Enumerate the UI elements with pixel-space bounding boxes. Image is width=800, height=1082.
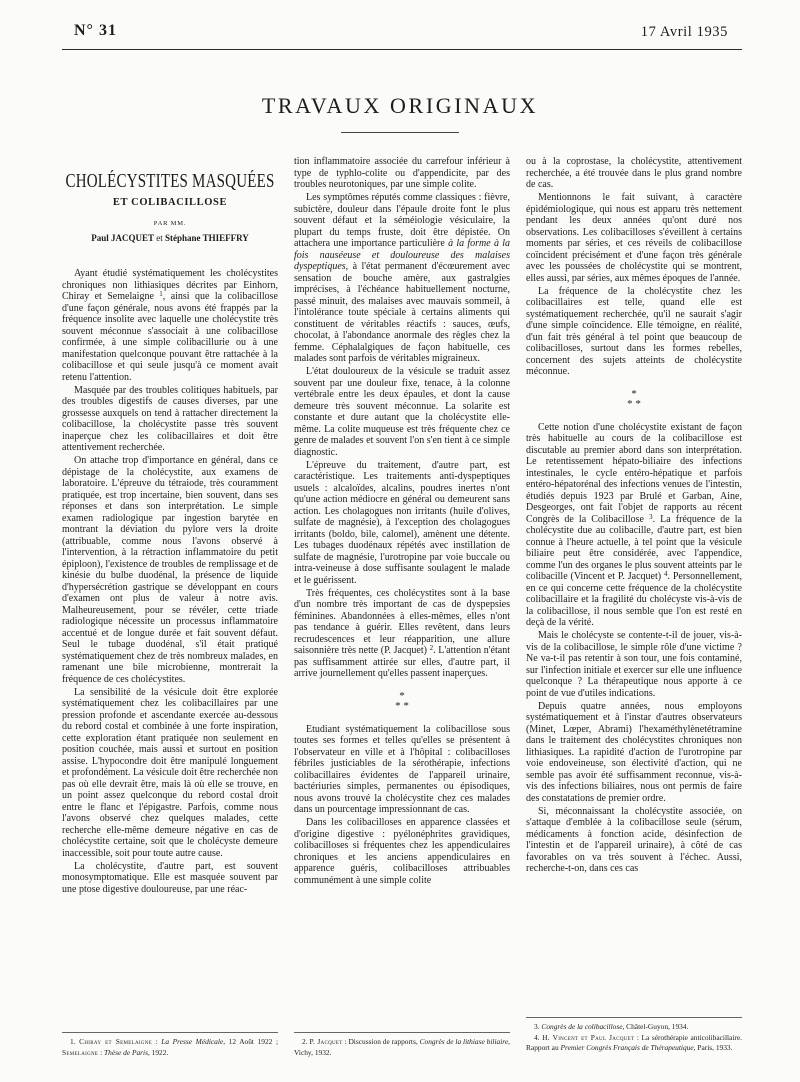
article-subtitle: ET COLIBACILLOSE	[112, 197, 228, 208]
paragraph: Mais le cholécyste se contente-t-il de jouer, vis-à-vis de la colibacillose, le simple rôle d'une victime ? Ne va-t-il pas retentir à son tour, une fois contaminé, sur l'infection initiale et exercer sur elle une influence quelconque ? La thérapeutique nous apporte à ce point de vue d'utiles indications.	[526, 630, 742, 699]
footnote: 2. P. Jacquet : Discussion de rapports, Congrès de la lithiase biliaire, Vichy, 1932.	[294, 1037, 511, 1057]
column-right-body	[526, 156, 742, 876]
paragraph: Très fréquentes, ces cholécystites sont à la base d'un nombre très important de cas de dyspepsies féminines. Abandonnées à elles-mêmes, elles n'ont pas tendance à guérir. Elles revêtent, dans leurs recrudescences et leur réapparition, une allure saisonnière très nette (P. Jacquet) $^2$. L'attention n'étant pas suffisamment attirée sur elles, d'autre part, il arrive journellement qu'elles passent inaperçues.	[294, 587, 510, 679]
paragraph: Masquée par des troubles colitiques habituels, par des troubles digestifs de causes diverses, par une grossesse auxquels on tend à rattacher directement la colibacillose, la cholécystite passe très souvent inaperçue chez les colibacillaires et doit être attentivement recherchée.	[62, 384, 278, 453]
footnote-ref: 3	[649, 512, 653, 521]
paragraph: Cette notion d'une cholécystite existant de façon très habituelle au cours de la colibacillose est discutable au premier abord dans son interprétation. Le retentissement hépato-biliaire des infections intestinales, le cycle entéro-hépatique et parfois entéro-hépatorénal des infections venues de l'intestin, étudiés depuis 1923 par Brulé et Garban, Aine, Desgeorges, ont fait l'objet de rapports au récent Congrès de la Colibacillose $^3$. La fréquence de la cholécystite due au colibacille, d'autre part, est bien connue à l'heure actuelle, à tel point que la vésicule biliaire peut être considérée, avec l'appendice, comme l'un des organes le plus souvent atteints par le colibacille (Vincent et P. Jacquet) $^4$. Personnellement, en ce qui concerne cette fréquence de la cholécystite colibacillaire et la fragilité du cholécyste vis-à-vis de la colibacillose, il nous semble que l'on est resté en deçà de la vérité.	[526, 421, 743, 628]
paragraph: La sensibilité de la vésicule doit être explorée systématiquement chez les colibacillaires par une pression profonde et ascendante exercée au-dessous du rebord costal et combinée à une forte inspiration, cette exploration étant pratiquée non seulement en position couchée, mais aussi et surtout en position assise. L'hypocondre doit être manipulé longuement et profondément. La vésicule doit être recherchée non pas où elle devrait être, mais là où elle se trouve, en un point assez quelconque du rebord costal droit entre le flanc et l'épigastre. Parfois, comme nous l'avons observé chez quelques malades, cette recherche elle-même demeure négative en cas de cholécystite certaine, soit que le cholécyste demeure inaccessible, soit pour toute autre cause.	[62, 686, 278, 859]
footnote-ref: 2	[429, 644, 434, 652]
asterism-line: * *	[395, 699, 409, 712]
byline-prefix: PAR MM.	[153, 220, 187, 227]
section-title-rule	[341, 132, 459, 133]
paragraph: tion inflammatoire associée du carrefour inférieur à type de typhlo-colite ou d'appendicite, par des troubles neurotoniques, par une simple colite.	[294, 156, 510, 190]
paragraph: La fréquence de la cholécystite chez les colibacillaires est telle, quand elle est systématiquement recherchée, qu'il ne saurait s'agir d'une simple coïncidence. Elle témoigne, en réalité, d'un fait très général à tel point que beaucoup de colibacilloses, surtout dans les formes rebelles, concernent des sujets atteints de cholécystite méconnue.	[526, 285, 742, 377]
author-name: Paul JACQUET	[91, 233, 154, 243]
column-middle-body	[294, 156, 510, 888]
footnote-rule	[294, 1032, 510, 1033]
footnote-ref: 1	[159, 290, 163, 298]
footnotes-right	[526, 1017, 742, 1054]
cited-author: H. Vincent et Paul Jacquet	[542, 1032, 635, 1042]
paragraph: Les symptômes réputés comme classiques : fièvre, subictère, douleur dans l'épaule droite font le plus souvent défaut et la séméiologie vésiculaire, la plupart du temps fruste, doit être dépistée. On attachera une importance particulière à la forme à la fois nauséeuse et douloureuse des malaises dyspeptiques, à l'état permanent d'écœurement avec sensation de bouche amère, aux gastralgies imprécises, à l'échéance habituellement nocturne, passé minuit, des malaises avec mauvais sommeil, à l'intolérance toute spéciale à certains aliments qui constituent de véritables réactifs : sauces, œufs, chocolat, à l'abondance anormale des règles chez la femme. Céphalalgiques de façon habituelle, ces malades sont parfois de véritables migraineux.	[294, 192, 511, 364]
issue-number: N° 31	[74, 22, 117, 39]
asterism-separator	[294, 691, 510, 711]
paragraph: Mentionnons le fait suivant, à caractère épidémiologique, qui nous est apparu très nettement pendant les deux années qu'ont duré nos observations. Les colibacilloses s'éveillent à certains moments par séries, et ces réveils de colibacillose coïncident précisément et d'une façon très générale avec les poussées de cholécystite qui se montrent, elles aussi, par séries, aux mêmes époques de l'année.	[526, 192, 742, 284]
footnote: 1. Chiray et Semelaigne : La Presse Médicale, 12 Août 1922 ; Semelaigne : Thèse de Paris, 1922.	[62, 1037, 279, 1057]
footnote: 3. Congrès de la colibacillose, Châtel-Guyon, 1934.	[534, 1022, 689, 1031]
article-authors	[62, 233, 278, 243]
cited-author: Semelaigne	[62, 1047, 99, 1057]
paragraph: La cholécystite, d'autre part, est souvent monosymptomatique. Elle est masquée souvent par une ptose digestive douloureuse, par une réac-	[62, 860, 278, 895]
footnotes-left	[62, 1032, 278, 1058]
italic-text: La Presse Médicale	[161, 1037, 224, 1046]
paragraph: Si, méconnaissant la cholécystite associée, on s'attaque d'emblée à la colibacillose seule (sérum, médicaments à fonction acide, désinfection de l'intestin et de l'appareil urinaire), à côté de cas favorables on va très souvent à l'échec. Aussi, recherche-t-on, dans ces cas	[526, 805, 742, 874]
cited-author: P. Jacquet	[309, 1037, 343, 1046]
asterism-line: *	[399, 689, 405, 702]
paragraph: L'état douloureux de la vésicule se traduit assez souvent par une douleur fixe, tenace, à la colonne vertébrale entre les deux épaules, et dont la cause demeure très souvent méconnue. La solarite est constante et dure autant que la cholécystite elle-même. La colite muqueuse est très fréquente chez ce genre de malades et souvent l'on s'en tient à ce simple diagnostic.	[294, 366, 510, 458]
asterism-separator	[526, 389, 742, 409]
italic-text: Congrès de la lithiase biliaire	[419, 1037, 509, 1046]
paragraph: Dans les colibacilloses en apparence classées et d'origine digestive : pyélonéphrites gravidiques, colibacilloses si fréquentes chez les appendiculaires chroniques et les anciens appendiculaires en apparence guéris, colibacilloses attribuables communément à une simple colite	[294, 817, 510, 886]
paragraph: Ayant étudié systématiquement les cholécystites chroniques non lithiasiques décrites par Einhorn, Chiray et Semelaigne $^1$, ainsi que la colibacillose d'une façon générale, nous avons été frappés par la fréquence insolite avec laquelle une cholécystite très souvent méconnue s'associait à une colibacillose confirmée, à une simple colibacillurie ou à une manifestation quelconque pouvant être rattachée à la colibacillose et qui seule jusqu'à ce moment avait retenu l'attention.	[62, 268, 278, 383]
paragraph: Depuis quatre années, nous employons systématiquement et à l'instar d'autres observateurs (Minet, Lœper, Abrami) l'hexaméthylènetétramine dans le traitement des cholécystites chroniques non lithiasiques. La rapidité d'action de l'urotropine par voie endoveineuse, son électivité d'action, qui ne semble pas avoir été suffisamment reconnue, vis-à-vis des infections biliaires, nous ont permis de faire des constatations de premier ordre.	[526, 700, 742, 804]
footnotes-middle	[294, 1032, 510, 1058]
footnote-rule	[526, 1017, 742, 1018]
italic-text: Premier Congrès Français de Thérapeutique	[560, 1043, 694, 1052]
author-conjunction: et	[156, 233, 163, 243]
paragraph: Etudiant systématiquement la colibacillose sous toutes ses formes et telles qu'elles se présentent à l'observateur en ville et à l'hôpital : colibacilloses fébriles justiciables de la sérothérapie, infections colibacillaires évidentes de l'appareil urinaire, bactériuries simples, permanentes ou épisodiques, nous avons trouvé la cholécystite chez ces malades dans un pourcentage impressionnant de cas.	[294, 723, 510, 815]
paragraph: ou à la coprostase, la cholécystite, attentivement recherchée, a été trouvée dans le plus grand nombre de cas.	[526, 156, 742, 190]
asterism-line: *	[631, 387, 637, 400]
issue-date: 17 Avril 1935	[640, 24, 728, 40]
italic-text: à la forme à la fois nauséeuse et douloureuse des malaises dyspeptiques	[294, 238, 511, 272]
footnote-ref: 4	[663, 570, 668, 578]
cited-author: Chiray et Semelaigne	[79, 1037, 153, 1046]
section-title: TRAVAUX ORIGINAUX	[261, 93, 539, 118]
italic-text: Congrès de la colibacillose	[541, 1022, 623, 1031]
paragraph: On attache trop d'importance en général, dans ce dépistage de la cholécystite, aux examens de laboratoire. L'épreuve du tétraiode, très couramment pratiquée, est trop incertaine, bien souvent, dans ses réponses et dans son interprétation. Le simple examen radiologique par ingestion barytée en montrant la déviation du pylore vers la droite (attribuable, comme nous l'avons observé à l'intervention, à la rétraction inflammatoire du petit épiploon), l'existence de troubles de remplissage et de kinésie du bulbe duodénal, la présence de liquide d'hypersécrétion gastrique se développant en cours d'examen ont plus de valeur à notre avis. Malheureusement, pour se révéler, cette triade radiologique nécessite un processus inflammatoire accentué et de longue durée et fait souvent défaut. Seul le tubage duodénal, s'il était pratiqué systématiquement chez de très nombreux malades, en ramenant une bile microbienne, montrerait la fréquence de ces cholécystites.	[62, 455, 278, 685]
author-name: Stéphane THIEFFRY	[164, 233, 249, 243]
paragraph: L'épreuve du traitement, d'autre part, est caractéristique. Les traitements anti-dyspeptiques usuels : alcaloïdes, alcalins, poudres inertes n'ont qu'une action médiocre en général ou demeurent sans action. Les cholagogues non irritants (huile d'olives, sulfate de magnésie), à l'exception des cholagogues irritants (boldo, bile, calomel), amènent une détente. Les tubages duodénaux répétés avec instillation de sulfate de magnésie, l'urotropine par voie buccale ou intra-veineuse à dose suffisante soulagent le malade et le guérissent.	[294, 459, 510, 586]
column-left-body	[62, 268, 278, 897]
footnote: 4. H. Vincent et Paul Jacquet : La sérothérapie anticolibacillaire. Rapport au Premier Congrès Français de Thérapeutique, Paris, 1933.	[526, 1032, 742, 1052]
footnote-rule	[62, 1032, 278, 1033]
asterism-line: * *	[627, 397, 641, 410]
header-rule	[62, 49, 742, 50]
italic-text: Thèse de Paris	[104, 1047, 148, 1057]
article-title: CHOLÉCYSTITES MASQUÉES	[65, 171, 275, 193]
